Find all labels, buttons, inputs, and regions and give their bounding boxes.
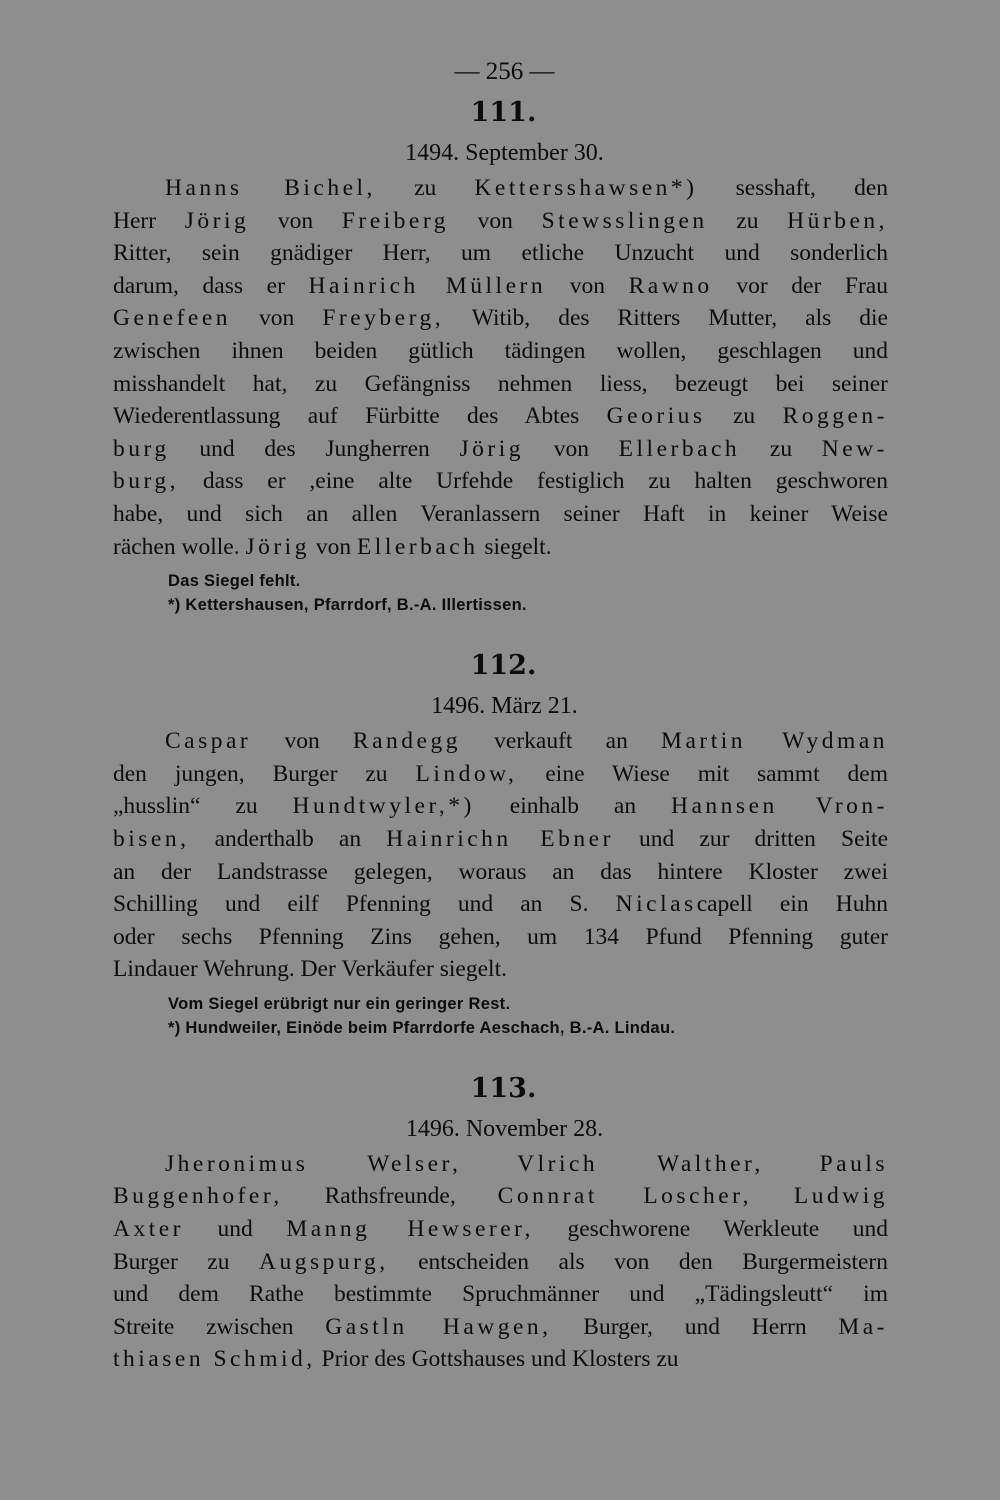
entry-date: 1496. November 28. <box>405 1115 604 1142</box>
text-run: Prior des Gottshauses und Klosters zu <box>315 1346 679 1373</box>
text-run: geschworene Werkleute und <box>533 1216 888 1243</box>
spaced-name: Stewsslingen <box>541 207 708 234</box>
spaced-name: thiasen Schmid, <box>113 1346 316 1373</box>
text-run: sesshaft, den <box>697 175 888 201</box>
spaced-name: Niclas <box>615 891 697 918</box>
text-line <box>113 531 888 564</box>
text-run: von <box>523 435 619 462</box>
spaced-name: Axter <box>113 1216 185 1243</box>
text-run: und des Jungherren <box>169 435 460 462</box>
entries-container <box>113 92 888 1376</box>
text-line <box>113 1213 888 1246</box>
text-line <box>113 1148 888 1181</box>
spaced-name: Jörig <box>245 533 310 560</box>
text-line <box>113 1180 888 1213</box>
text-line <box>113 270 888 303</box>
spaced-name: Kettersshawsen*) <box>474 175 698 201</box>
text-run: zu <box>705 403 783 430</box>
text-line <box>113 790 888 823</box>
footnote: *) Hundweiler, Einöde beim Pfarrdorfe Aeschach, B.-A. Lindau. <box>168 1018 676 1037</box>
text-line <box>113 758 888 791</box>
page-number: — 256 — <box>454 58 555 85</box>
text-run: misshandelt hat, zu Gefängniss nehmen liess, bezeugt bei seiner <box>113 370 888 397</box>
text-run: rächen wolle. <box>113 533 246 560</box>
spaced-name: Martin Wydman <box>661 728 889 755</box>
text-run: und <box>184 1216 287 1243</box>
text-run: zu <box>740 435 822 462</box>
text-run: siegelt. <box>478 533 552 560</box>
text-run: zwischen ihnen beiden gütlich tädingen wollen, geschlagen und <box>113 337 888 364</box>
spaced-name: Augspurg, <box>258 1248 389 1275</box>
text-run: anderthalb an <box>189 825 387 852</box>
text-run: vor der Frau <box>712 272 888 299</box>
spaced-name: Ellerbach <box>618 435 741 462</box>
entry-body <box>113 172 888 563</box>
text-line <box>113 725 888 758</box>
document-page <box>113 52 888 1376</box>
spaced-name: Gastln Hawgen, <box>325 1313 552 1340</box>
text-run: capell ein Huhn <box>696 891 888 918</box>
spaced-name: Georius <box>606 403 706 430</box>
document-entry <box>113 1040 888 1376</box>
spaced-name: Ludwig <box>793 1183 888 1210</box>
text-run: an der Landstrasse gelegen, woraus an das hintere Kloster zwei <box>113 858 888 885</box>
text-run: Streite zwischen <box>113 1313 326 1340</box>
spaced-name: Caspar <box>165 728 252 755</box>
text-run: Burger, und Herrn <box>551 1313 839 1340</box>
text-run: von <box>249 207 342 234</box>
document-entry <box>113 617 888 1040</box>
section-gap <box>113 1040 888 1068</box>
text-run: Witib, des Ritters Mutter, als die <box>444 305 888 332</box>
text-run: Lindauer Wehrung. Der Verkäufer siegelt. <box>113 956 507 983</box>
entry-number: 112. <box>470 650 537 682</box>
spaced-name: Jörig <box>459 435 524 462</box>
text-line <box>113 953 888 986</box>
spaced-name: Freyberg, <box>322 305 445 332</box>
spaced-name: Pauls <box>819 1150 888 1177</box>
text-line <box>113 205 888 238</box>
text-run: Schilling und eilf Pfenning und an S. <box>113 891 616 918</box>
text-run: den jungen, Burger zu <box>113 760 416 787</box>
spaced-name: Vlrich Walther, <box>517 1150 764 1177</box>
spaced-name: Freiberg <box>341 207 450 234</box>
text-run: und dem Rathe bestimmte Spruchmänner und „Tädingsleutt“ im <box>113 1281 888 1308</box>
spaced-name: New- <box>821 435 888 462</box>
text-line <box>113 400 888 433</box>
entry-number: 113. <box>470 1072 537 1104</box>
text-run: darum, dass er <box>113 272 309 299</box>
text-run: einhalb an <box>474 793 672 820</box>
spaced-name: Roggen- <box>782 403 888 430</box>
entry-number: 111. <box>470 97 537 128</box>
spaced-name: Buggenhofer, <box>113 1183 283 1210</box>
text-run: oder sechs Pfenning Zins gehen, um 134 Pfund Pfenning guter <box>113 923 888 950</box>
text-run: von <box>309 533 357 560</box>
spaced-name: Jheronimus Welser, <box>165 1150 462 1177</box>
text-run: von <box>231 305 323 332</box>
spaced-name: Hürben, <box>787 207 889 234</box>
text-line <box>113 921 888 954</box>
text-line <box>113 1343 888 1376</box>
text-run: Ritter, sein gnädiger Herr, um etliche Unzucht und sonderlich <box>113 240 888 267</box>
text-run: verkauft an <box>460 728 662 755</box>
text-line <box>113 368 888 401</box>
text-run <box>461 1151 517 1177</box>
spaced-name: Hannsen Vron- <box>671 793 888 820</box>
section-gap <box>113 617 888 645</box>
spaced-name: Ellerbach <box>356 533 479 560</box>
spaced-name: Randegg <box>352 728 461 755</box>
text-line <box>113 823 888 856</box>
text-run: entscheiden als von den Burgermeistern <box>388 1248 889 1275</box>
text-run: eine Wiese mit sammt dem <box>517 760 888 787</box>
spaced-name: Lindow, <box>415 760 518 787</box>
spaced-name: Genefeen <box>113 305 232 332</box>
text-run: Burger zu <box>113 1248 259 1275</box>
spaced-name: burg <box>113 435 170 462</box>
spaced-name: Hainrichn Ebner <box>386 825 614 852</box>
text-line <box>113 888 888 921</box>
spaced-name: Jörig <box>184 207 250 234</box>
spaced-name: Ma- <box>838 1313 888 1340</box>
spaced-name: Hundtwyler,*) <box>292 793 475 820</box>
text-run: Wiederentlassung auf Fürbitte des Abtes <box>113 403 607 430</box>
spaced-name: Hanns Bichel, <box>165 175 376 201</box>
spaced-name: Hainrich Müllern <box>308 272 547 299</box>
text-line <box>113 465 888 498</box>
spaced-name: bisen, <box>113 825 190 852</box>
document-entry <box>113 92 888 617</box>
text-run: und zur dritten Seite <box>613 825 889 852</box>
spaced-name: Connrat Loscher, <box>497 1183 752 1210</box>
text-run: habe, und sich an allen Veranlassern seiner Haft in keiner Weise <box>113 500 888 527</box>
text-run <box>752 1183 794 1209</box>
entry-body <box>113 725 888 986</box>
spaced-name: Manng Hewserer, <box>286 1216 534 1243</box>
text-line <box>113 1311 888 1344</box>
text-line <box>113 856 888 889</box>
text-line <box>113 302 888 335</box>
text-run: von <box>449 207 542 234</box>
text-run: zu <box>375 175 475 201</box>
text-run <box>764 1151 820 1177</box>
text-run: Rathsfreunde, <box>282 1183 498 1210</box>
seal-note: Vom Siegel erübrigt nur ein geringer Rest. <box>168 994 511 1013</box>
text-run: von <box>251 728 353 755</box>
text-line <box>113 498 888 531</box>
text-line <box>113 1278 888 1311</box>
spaced-name: burg, <box>113 468 180 495</box>
text-line <box>113 433 888 466</box>
text-line <box>113 172 888 205</box>
text-run: dass er ,eine alte Urfehde festiglich zu halten geschworen <box>179 468 888 495</box>
footnote: *) Kettershausen, Pfarrdorf, B.-A. Illertissen. <box>168 596 527 615</box>
text-line <box>113 335 888 368</box>
entry-date: 1496. März 21. <box>431 693 578 720</box>
spaced-name: Rawno <box>628 272 713 299</box>
text-run: zu <box>707 207 788 234</box>
text-run: „husslin“ zu <box>113 793 293 820</box>
entry-body <box>113 1148 888 1376</box>
entry-date: 1494. September 30. <box>405 140 604 166</box>
seal-note: Das Siegel fehlt. <box>168 572 301 591</box>
text-run: Herr <box>113 207 185 234</box>
text-line <box>113 237 888 270</box>
text-run: von <box>546 272 629 299</box>
text-line <box>113 1246 888 1279</box>
